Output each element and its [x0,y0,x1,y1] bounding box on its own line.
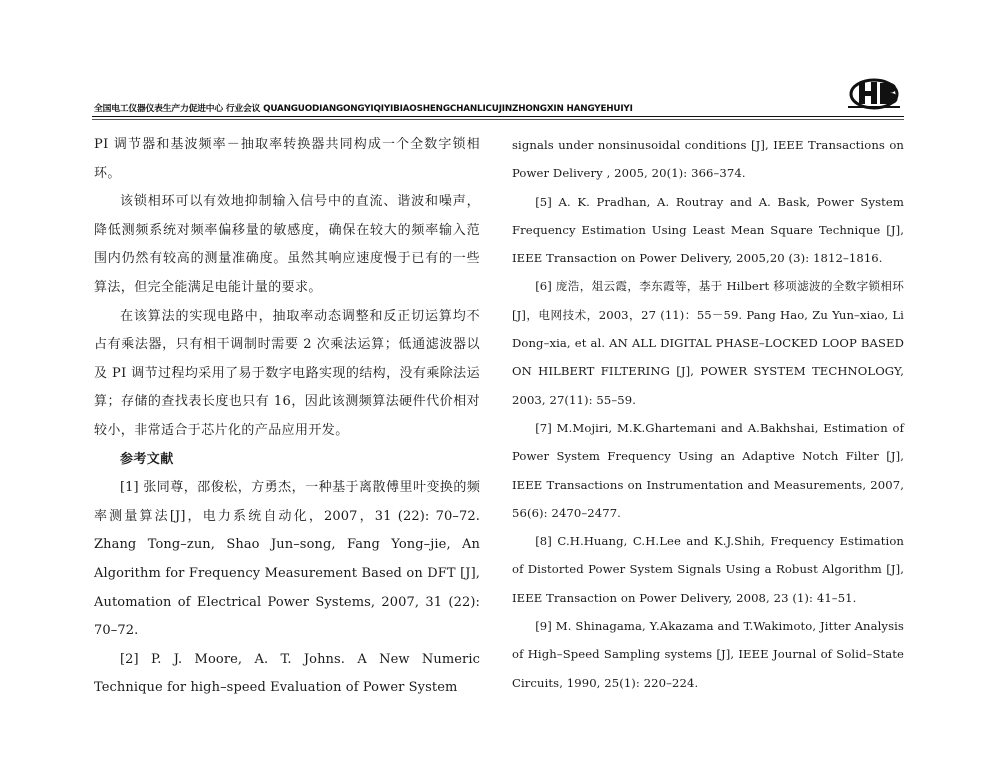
reference-8: [8] C.H.Huang, C.H.Lee and K.J.Shih, Frequency Estimation of Distorted Power System Signals Using a Robust Algorithm [J], IEEE Transaction on Power Delivery, 2008, 23 (1): 41–51. [512,534,904,605]
reference-7: [7] M.Mojiri, M.K.Ghartemani and A.Bakhshai, Estimation of Power System Frequency Using an Adaptive Notch Filter [J], IEEE Transactions on Instrumentation and Measurements, 2007, 56(6): 2470–2477. [512,420,904,520]
left-column [94,131,480,703]
reference-1: [1] 张同尊，邵俊松，方勇杰，一种基于离散傅里叶变换的频率测量算法[J]，电力系统自动化，2007，31 (22): 70–72. Zhang Tong–zun, Shao Jun–song, Fang Yong–jie, An Algorithm for Frequency Measurement Based on DFT [J], Automation of Electrical Power Systems, 2007, 31 (22): 70–72. [94,480,480,639]
header-rule [92,116,904,117]
paragraph-pll: 该锁相环可以有效地抑制输入信号中的直流、谐波和噪声，降低测频系统对频率偏移量的敏感度，确保在较大的频率输入范围内仍然有较高的测量准确度。虽然其响应速度慢于已有的一些算法，但完全能满足电能计量的要求。 [94,194,480,295]
reference-2: [2] P. J. Moore, A. T. Johns. A New Numeric Technique for high–speed Evaluation of Power System [94,651,480,696]
references-heading: 参考文献 [120,451,174,467]
reference-5: [5] A. K. Pradhan, A. Routray and A. Bask, Power System Frequency Estimation Using Least Mean Square Technique [J], IEEE Transaction on Power Delivery, 2005,20 (3): 1812–1816. [512,194,904,266]
reference-6: [6] 庞浩，俎云霞，李东霞等，基于 Hilbert 移项滤波的全数字锁相环[J]，电网技术，2003，27 (11)：55－59. Pang Hao, Zu Yun–xiao, Li Dong–xia, et al. AN ALL DIGITAL PHASE–LOCKED LOOP BASED ON HILBERT FILTERING [J], POWER SYSTEM TECHNOLOGY, 2003, 27(11): 55–59. [512,279,904,407]
right-column [512,131,904,697]
reference-9: [9] M. Shinagama, Y.Akazama and T.Wakimoto, Jitter Analysis of High–Speed Sampling systems [J], IEEE Journal of Solid–State Circuits, 1990, 25(1): 220–224. [512,619,904,690]
conference-logo-icon [846,76,902,110]
paragraph-continued: PI 调节器和基波频率－抽取率转换器共同构成一个全数字锁相环。 [94,137,480,181]
paragraph-circuit: 在该算法的实现电路中，抽取率动态调整和反正切运算均不占有乘法器，只有相干调制时需要 2 次乘法运算；低通滤波器以及 PI 调节过程均采用了易于数字电路实现的结构，没有乘除法运算；存储的查找表长度也只有 16，因此该测频算法硬件代价相对较小，非常适合于芯片化的产品应用开发。 [94,308,480,438]
running-header: 全国电工仪器仪表生产力促进中心 行业会议 QUANGUODIANGONGYIQIYIBIAOSHENGCHANLICUJINZHONGXIN HANGYEHUIYI [94,104,633,114]
reference-continued: signals under nonsinusoidal conditions [J], IEEE Transactions on Power Delivery , 2005, 20(1): 366–374. [512,138,904,181]
header-rule-thin [92,119,904,120]
